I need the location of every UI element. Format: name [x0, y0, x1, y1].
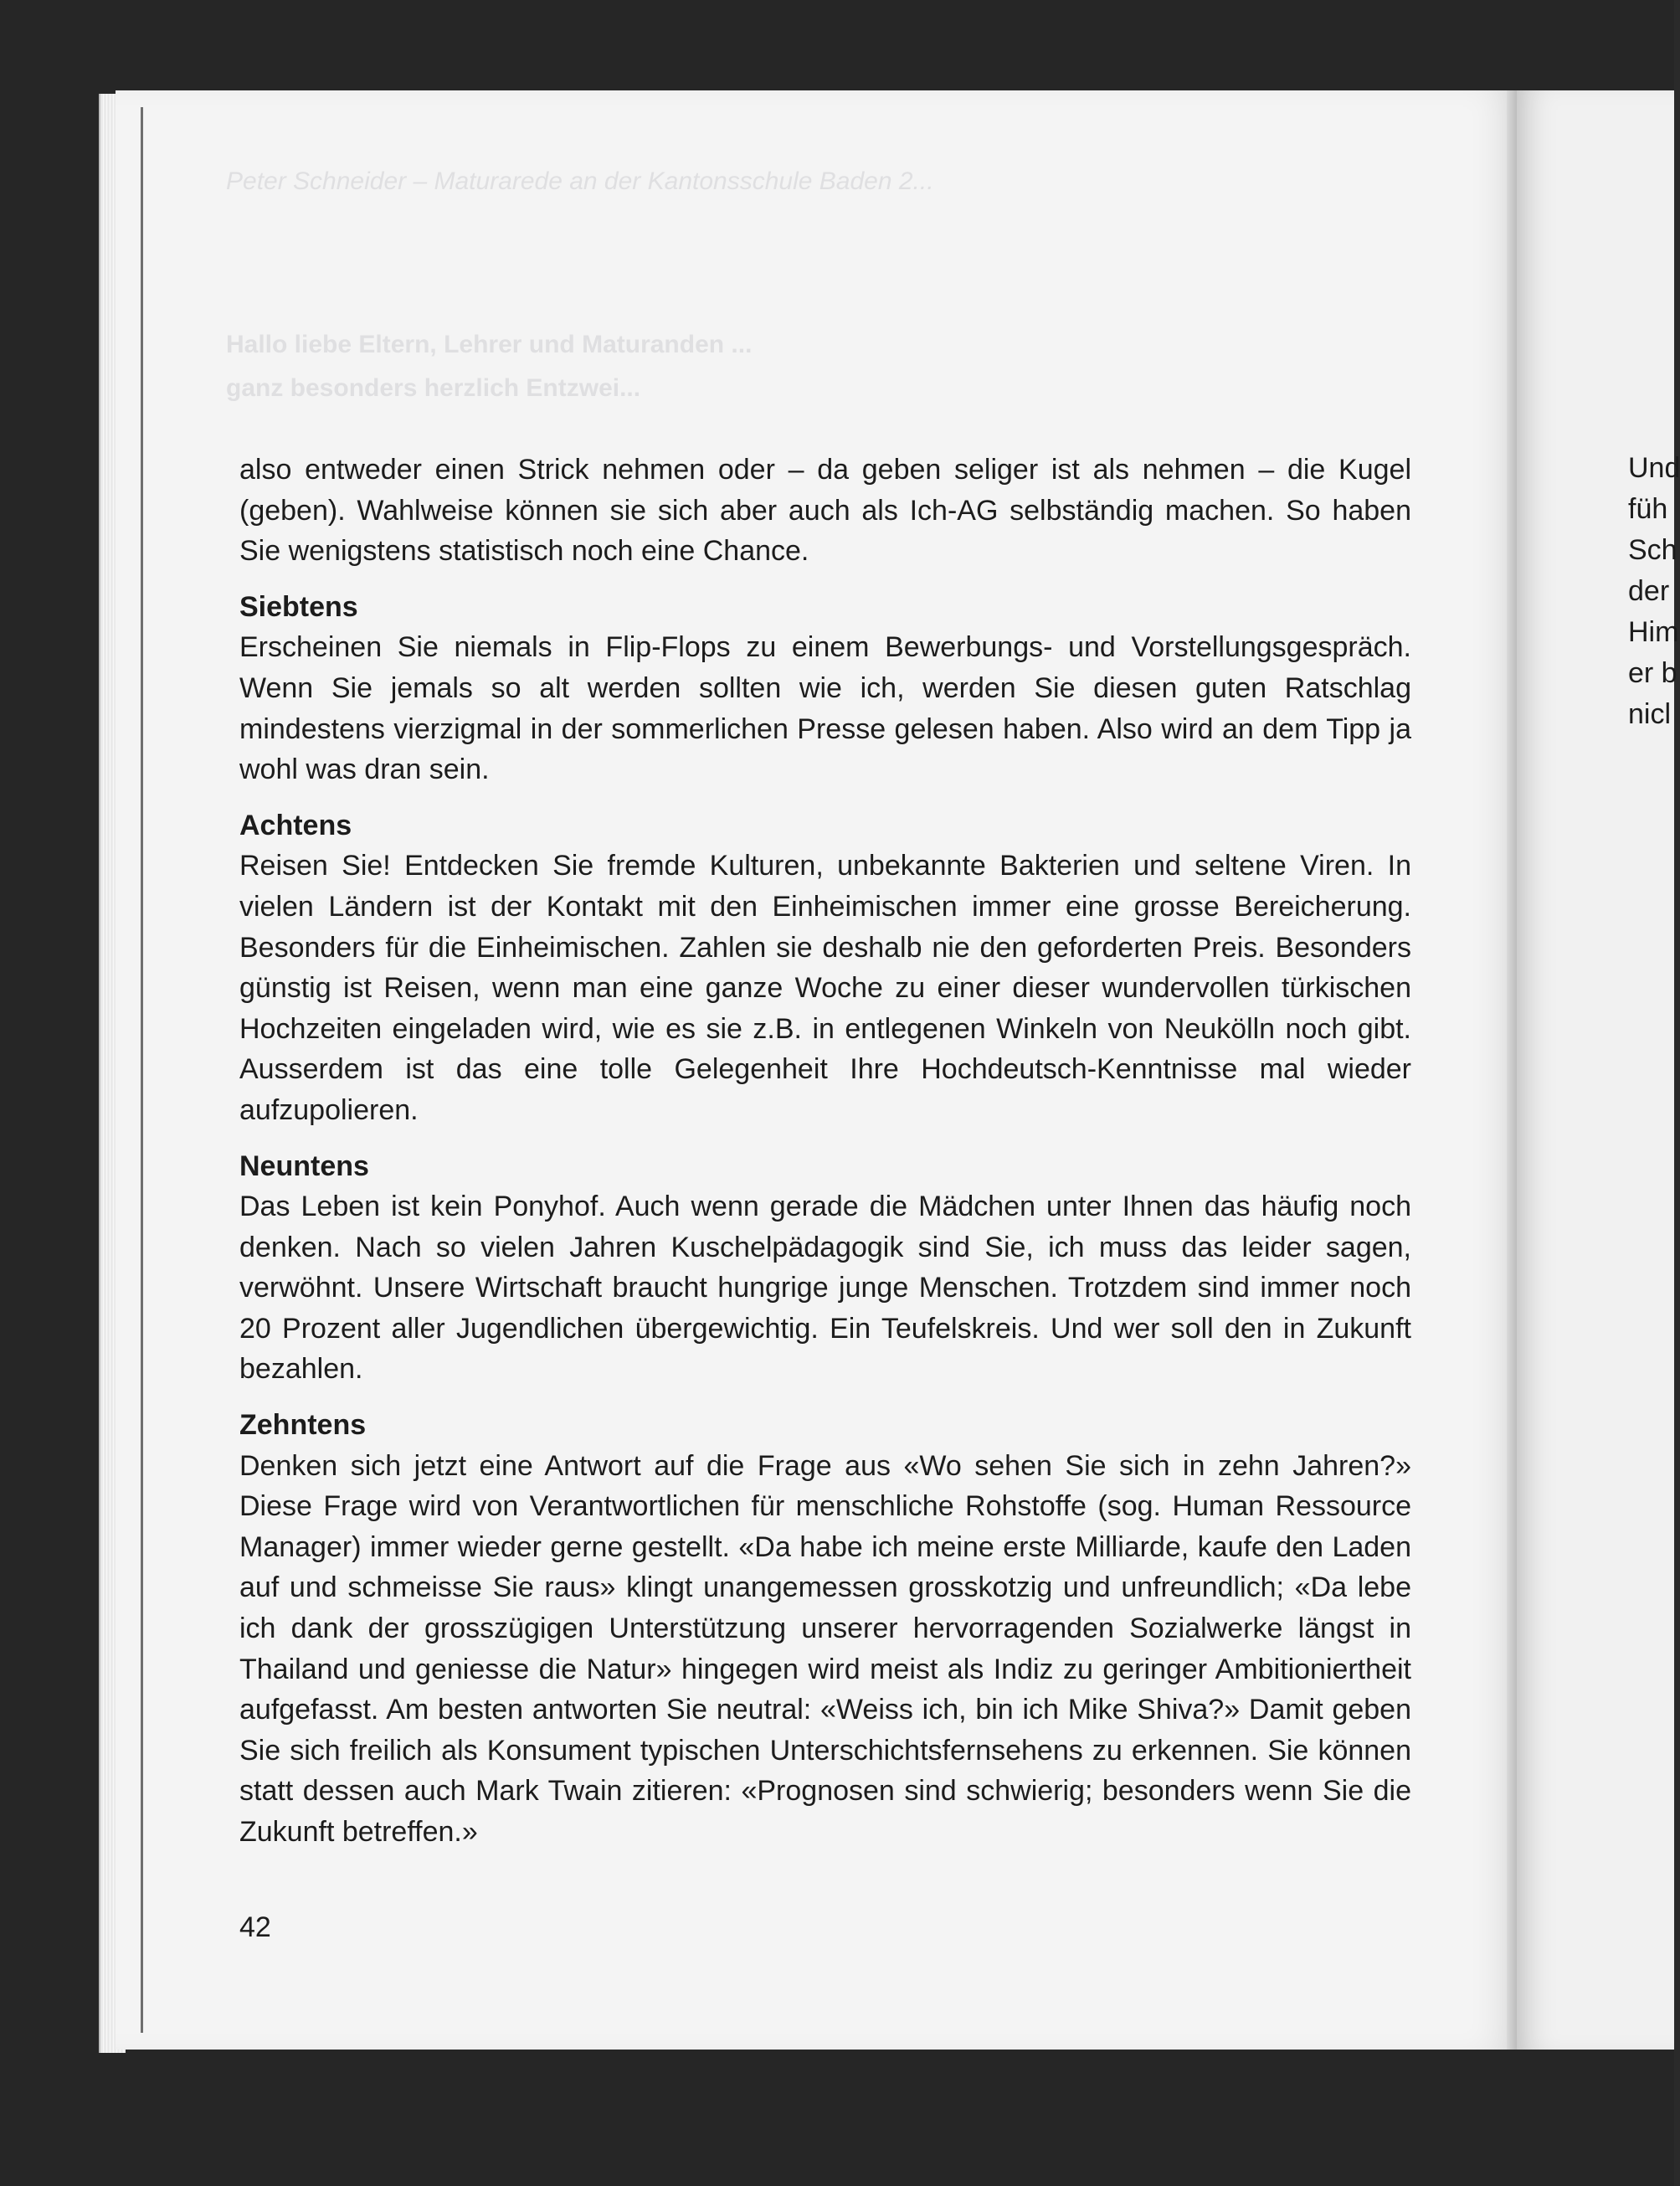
- section-body-neuntens: Das Leben ist kein Ponyhof. Auch wenn gerade die Mädchen unter Ihnen das häufig noch denken. Nach so vielen Jahren Kuschelpädagogik sind Sie, ich muss das leider sagen, verwöhnt. Unsere Wirtschaft braucht hungrige junge Menschen. Trotzdem sind immer noch 20 Prozent aller Jugendlichen übergewichtig. Ein Teufelskreis. Und wer soll den in Zukunft bezahlen.: [239, 1191, 1411, 1386]
- right-fragment: füh: [1628, 493, 1668, 525]
- page-edge-rule: [141, 107, 143, 2033]
- show-through-greeting-2: ganz besonders herzlich Entzwei...: [226, 374, 641, 402]
- right-fragment: nicl: [1628, 698, 1672, 730]
- section-heading-neuntens: Neuntens: [239, 1150, 369, 1182]
- page-body: [239, 450, 1411, 1853]
- intro-paragraph: also entweder einen Strick nehmen oder – da geben seliger ist als nehmen – die Kugel (geben). Wahlweise können sie sich aber auch als Ich-AG selbständig machen. So haben Sie wenigstens statistisch noch eine Chance.: [239, 454, 1411, 568]
- right-fragment: Und: [1628, 452, 1680, 484]
- right-page: [1517, 90, 1680, 2050]
- section-body-siebtens: Erscheinen Sie niemals in Flip-Flops zu einem Bewerbungs- und Vorstellungsgespräch. Wenn Sie jemals so alt werden sollten wie ich, werden Sie diesen guten Ratschlag mindestens vierzigmal in der sommerlichen Presse gelesen haben. Also wird an dem Tipp ja wohl was dran sein.: [239, 631, 1411, 786]
- show-through-greeting-1: Hallo liebe Eltern, Lehrer und Maturanden ...: [226, 331, 753, 358]
- right-fragment: er b: [1628, 657, 1677, 689]
- right-fragment: Sch: [1628, 534, 1677, 566]
- right-fragment: der: [1628, 575, 1670, 607]
- section-heading-achtens: Achtens: [239, 809, 352, 841]
- section-heading-zehntens: Zehntens: [239, 1409, 367, 1442]
- right-page-text-fragments: [1628, 448, 1680, 735]
- section-heading-siebtens: Siebtens: [239, 590, 358, 623]
- page-number: 42: [239, 1911, 271, 1943]
- right-fragment: Him: [1628, 616, 1679, 648]
- section-body-achtens: Reisen Sie! Entdecken Sie fremde Kulturen, unbekannte Bakterien und seltene Viren. In vielen Ländern ist der Kontakt mit den Einheimischen immer eine grosse Bereicherung. Besonders für die Einheimischen. Zahlen sie deshalb nie den geforderten Preis. Besonders günstig ist Reisen, wenn man eine ganze Woche zu einer dieser wundervollen türkischen Hochzeiten eingeladen wird, wie es sie z.B. in entlegenen Winkeln von Neukölln noch gibt. Ausserdem ist das eine tolle Gelegenheit Ihre Hochdeutsch-Kenntnisse mal wieder aufzupolieren.: [239, 850, 1411, 1126]
- section-body-zehntens: Denken sich jetzt eine Antwort auf die Frage aus «Wo sehen Sie sich in zehn Jahren?» Diese Frage wird von Verantwortlichen für menschliche Rohstoffe (sog. Human Ressource Manager) immer wieder gerne gestellt. «Da habe ich meine erste Milliarde, kaufe den Laden auf und schmeisse Sie raus» klingt unangemessen grosskotzig und unfreundlich; «Da lebe ich dank der grosszügigen Unterstützung unserer hervorragenden Sozialwerke längst in Thailand und geniesse die Natur» hingegen wird meist als Indiz zu geringer Ambitioniertheit aufgefasst. Am besten antworten Sie neutral: «Weiss ich, bin ich Mike Shiva?» Damit geben Sie sich freilich als Konsument typischen Unterschichtsfernsehens zu erkennen. Sie können statt dessen auch Mark Twain zitieren: «Prognosen sind schwierig; besonders wenn Sie die Zukunft betreffen.»: [239, 1449, 1411, 1848]
- show-through-header: Peter Schneider – Maturarede an der Kantonsschule Baden 2...: [226, 167, 934, 195]
